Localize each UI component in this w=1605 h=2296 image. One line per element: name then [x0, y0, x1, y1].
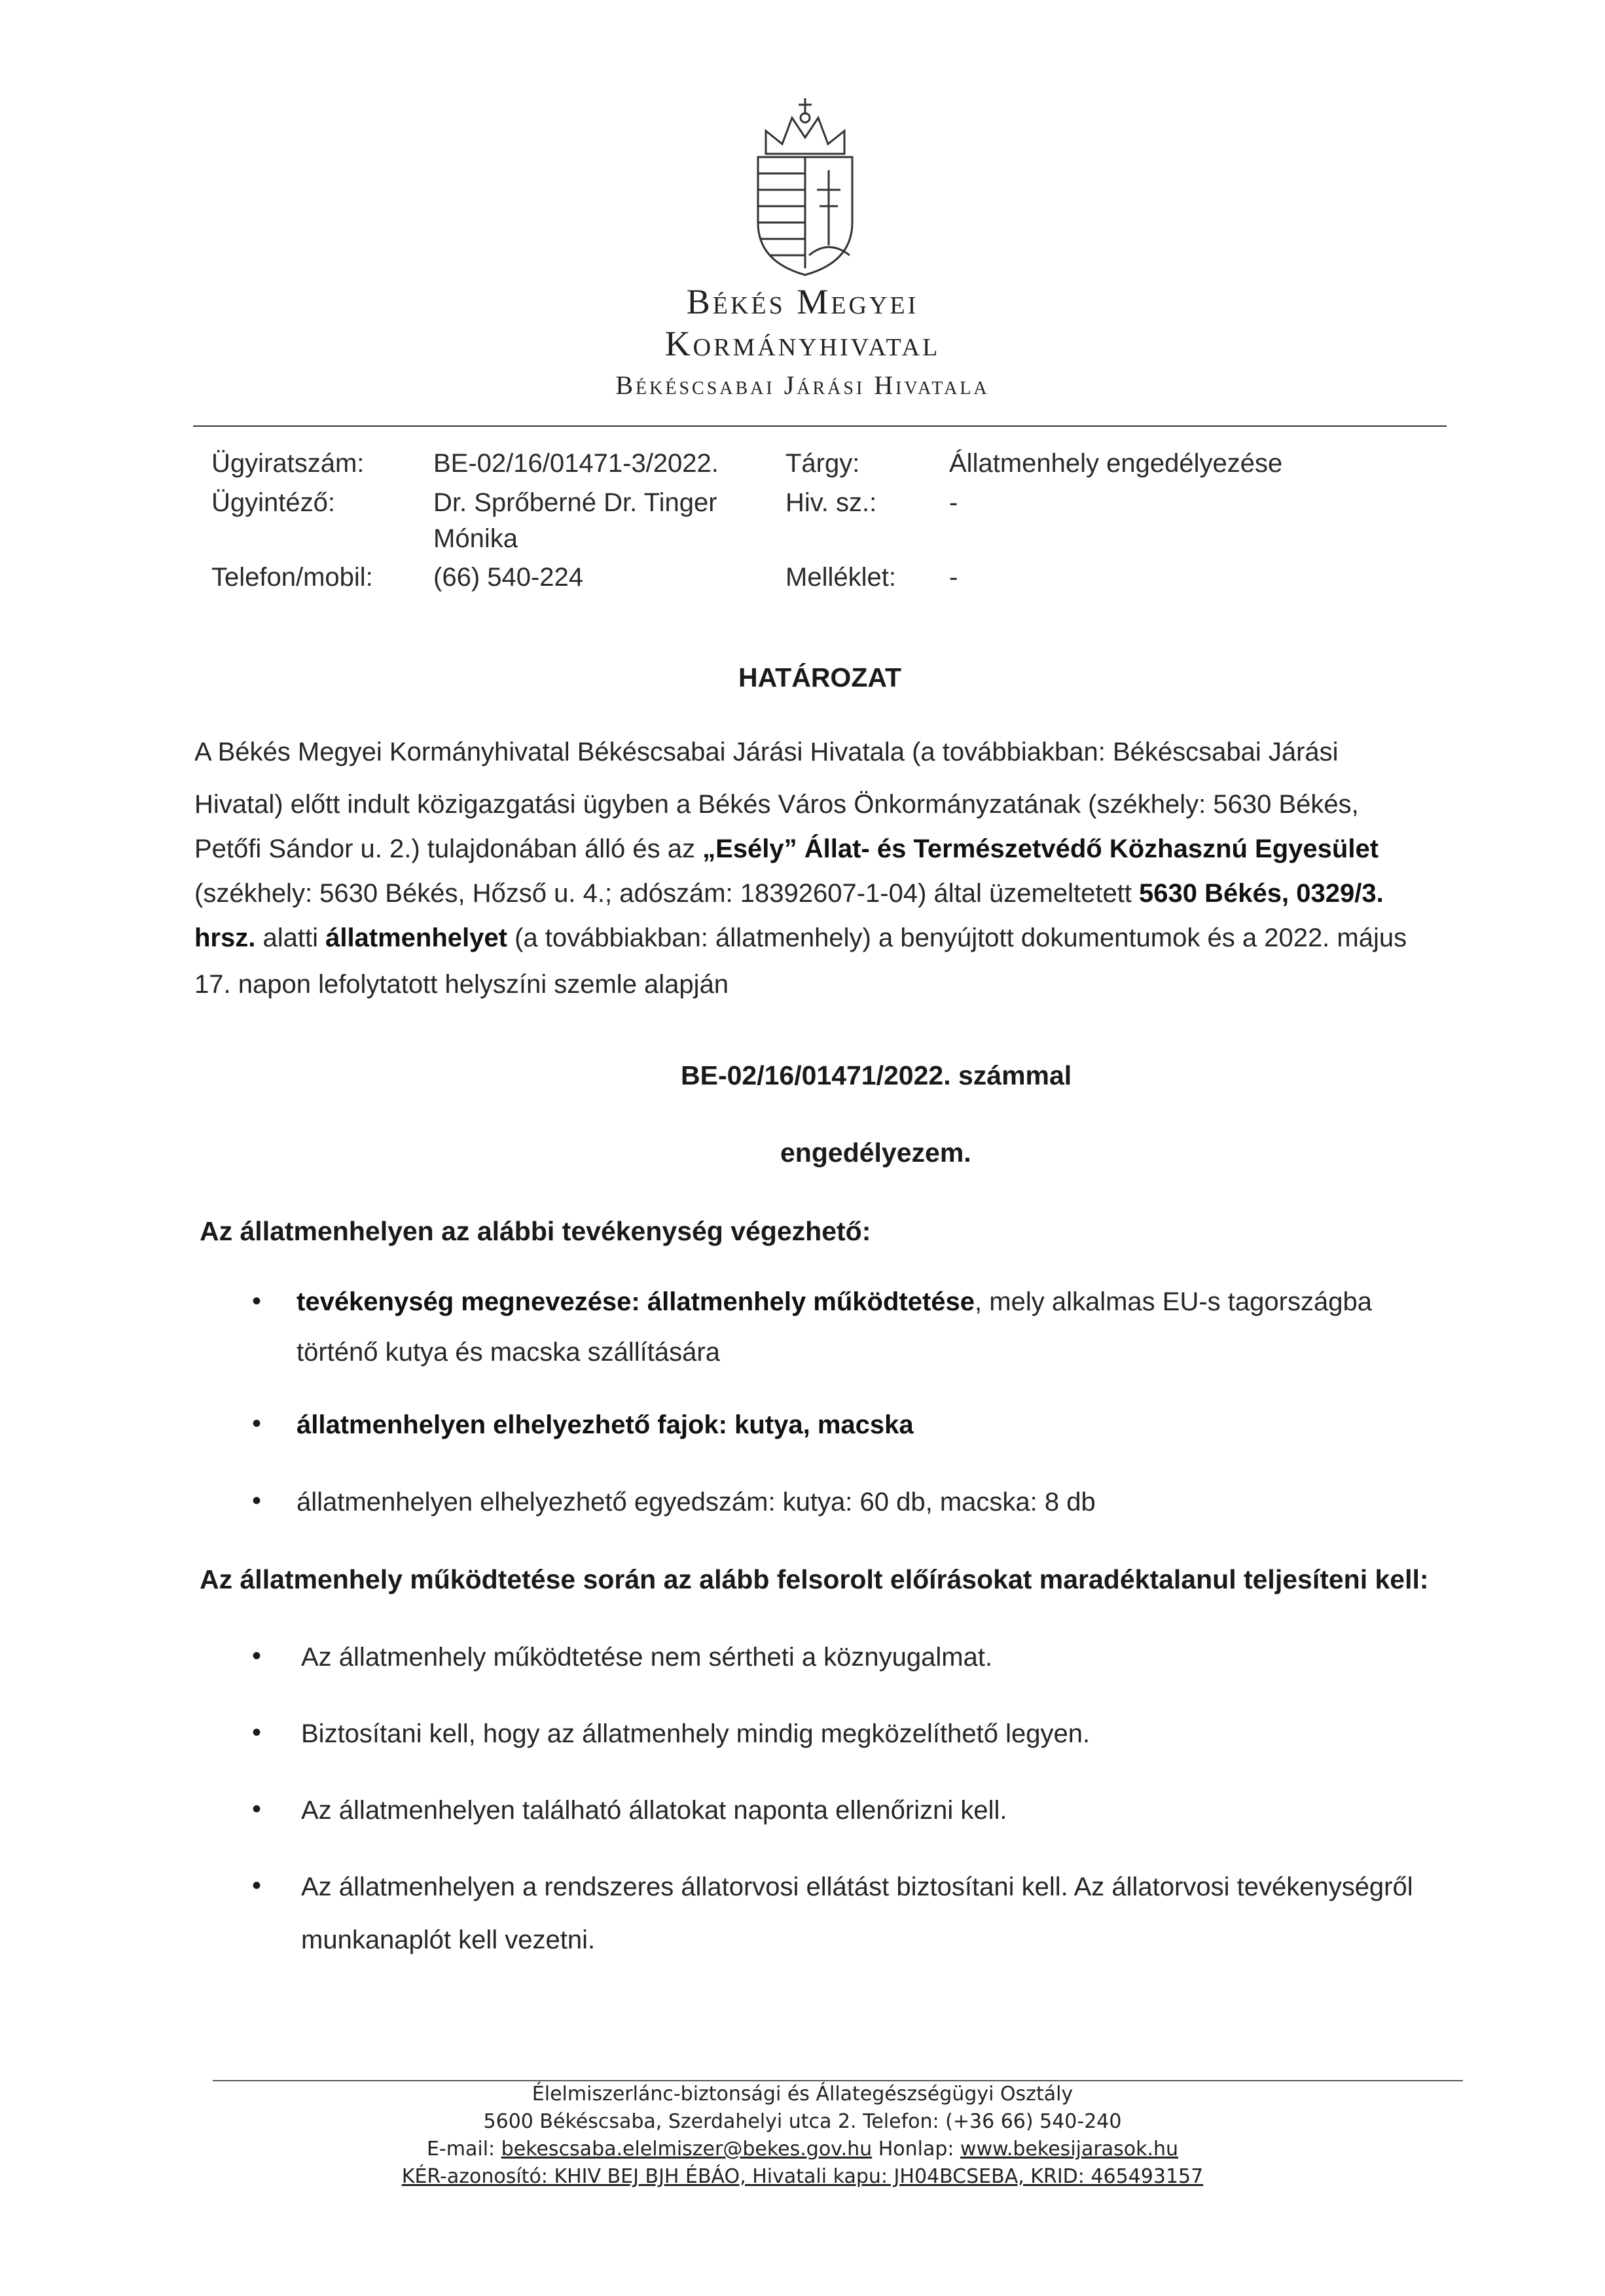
office-name-line2: Kormányhivatal — [664, 324, 941, 363]
handler-label: Ügyintéző: — [211, 488, 335, 517]
activity-bullet-2: állatmenhelyen elhelyezhető fajok: kutya, macska — [297, 1410, 914, 1439]
activity-heading: Az állatmenhelyen az alábbi tevékenység végezhető: — [200, 1216, 871, 1246]
intro-line6: 17. napon lefolytatott helyszíni szemle alapján — [194, 970, 729, 999]
phone-label: Telefon/mobil: — [211, 563, 373, 592]
bullet-dot: • — [252, 1486, 262, 1515]
subject-label: Tárgy: — [785, 449, 860, 478]
activity-bullet-1: tevékenység megnevezése: állatmenhely működtetése, mely alkalmas EU-s tagországba — [297, 1287, 1372, 1316]
footer-ids: KÉR-azonosító: KHIV BEJ BJH ÉBÁO, Hivatali kapu: JH04BCSEBA, KRID: 465493157 — [401, 2165, 1204, 2188]
intro-line3: Petőfi Sándor u. 2.) tulajdonában álló és az „Esély” Állat- és Természetvédő Közhasznú Egyesület — [194, 834, 1379, 863]
ref-value: - — [949, 488, 958, 517]
handler-value-line1: Dr. Sprőberné Dr. Tinger — [433, 488, 717, 517]
intro-line5: hrsz. alatti állatmenhelyet (a továbbiakban: állatmenhely) a benyújtott dokumentumok és a 2022. május — [194, 924, 1407, 952]
intro-line4: (székhely: 5630 Békés, Hőzső u. 4.; adószám: 18392607-1-04) által üzemeltetett 5630 Békés, 0329/3. — [194, 879, 1384, 908]
footer-contact: E-mail: bekescsaba.elelmiszer@bekes.gov.hu Honlap: www.bekesijarasok.hu — [426, 2138, 1179, 2161]
office-name-line1: Békés Megyei — [686, 282, 919, 321]
bullet-dot: • — [252, 1409, 262, 1438]
bullet-dot: • — [252, 1718, 262, 1747]
footer-email-link[interactable]: bekescsaba.elelmiszer@bekes.gov.hu — [501, 2138, 873, 2161]
footer-address: 5600 Békéscsaba, Szerdahelyi utca 2. Telefon: (+36 66) 540-240 — [483, 2110, 1122, 2133]
case-number-label: Ügyiratszám: — [211, 449, 365, 478]
decision-number: BE-02/16/01471/2022. számmal — [681, 1060, 1072, 1090]
bullet-dot: • — [252, 1641, 262, 1670]
coat-of-arms-icon — [746, 92, 864, 278]
attachment-label: Melléklet: — [785, 563, 896, 592]
bullet-dot: • — [252, 1871, 262, 1900]
activity-bullet-3: állatmenhelyen elhelyezhető egyedszám: kutya: 60 db, macska: 8 db — [297, 1488, 1096, 1516]
rule-3: Az állatmenhelyen található állatokat naponta ellenőrizni kell. — [301, 1796, 1007, 1825]
rule-4-line2: munkanaplót kell vezetni. — [301, 1926, 596, 1954]
ref-label: Hiv. sz.: — [785, 488, 877, 517]
intro-line1: A Békés Megyei Kormányhivatal Békéscsabai Járási Hivatala (a továbbiakban: Békéscsabai Járási — [194, 738, 1339, 766]
bullet-dot: • — [252, 1287, 262, 1316]
phone-value: (66) 540-224 — [433, 563, 584, 592]
attachment-value: - — [949, 563, 958, 592]
footer-web-link[interactable]: www.bekesijarasok.hu — [960, 2138, 1179, 2161]
bullet-dot: • — [252, 1795, 262, 1823]
decision-approve: engedélyezem. — [780, 1138, 971, 1168]
intro-line2: Hivatal) előtt indult közigazgatási ügyben a Békés Város Önkormányzatának (székhely: 5630 Békés, — [194, 790, 1359, 819]
subject-value: Állatmenhely engedélyezése — [949, 449, 1283, 478]
header-divider — [193, 425, 1447, 427]
handler-value-line2: Mónika — [433, 524, 518, 553]
rule-4-line1: Az állatmenhelyen a rendszeres állatorvosi ellátást biztosítani kell. Az állatorvosi tevékenységről — [301, 1873, 1413, 1901]
activity-bullet-1-line2: történő kutya és macska szállítására — [297, 1338, 720, 1367]
rule-2: Biztosítani kell, hogy az állatmenhely mindig megközelíthető legyen. — [301, 1719, 1091, 1748]
rules-heading: Az állatmenhely működtetése során az alább felsorolt előírásokat maradéktalanul teljesíteni kell: — [200, 1564, 1429, 1594]
footer-department: Élelmiszerlánc-biztonsági és Állategészségügyi Osztály — [532, 2083, 1073, 2106]
office-name-line3: Békéscsabai Járási Hivatala — [615, 370, 990, 400]
case-number-value: BE-02/16/01471-3/2022. — [433, 449, 719, 478]
decision-title: HATÁROZAT — [738, 662, 901, 692]
rule-1: Az állatmenhely működtetése nem sértheti a köznyugalmat. — [301, 1643, 993, 1672]
